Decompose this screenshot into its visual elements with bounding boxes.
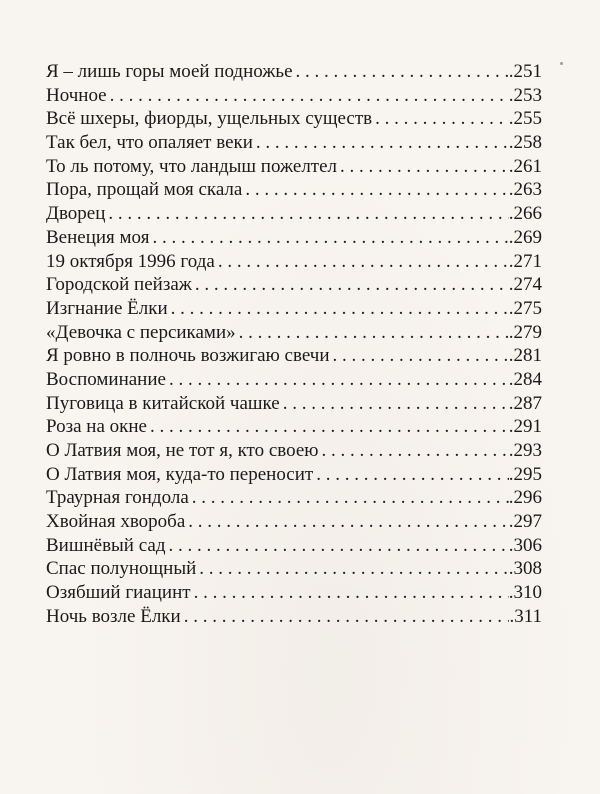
- toc-entry: [46, 226, 542, 250]
- toc-entry: [46, 534, 542, 558]
- dot-leader: [215, 250, 509, 274]
- dot-leader: [330, 344, 509, 368]
- toc-entry: [46, 250, 542, 274]
- toc-entry-page-number: .297: [508, 511, 542, 533]
- toc-entry-page-number: .255: [508, 108, 542, 130]
- toc-entry-title: Я – лишь горы моей подножье: [46, 61, 293, 82]
- toc-entry-page-number: .266: [508, 203, 542, 225]
- toc-entry-page-number: .295: [508, 463, 542, 485]
- dot-leader: [149, 226, 508, 250]
- dot-leader: [189, 486, 509, 510]
- toc-entry: [46, 131, 542, 155]
- dot-leader: [166, 534, 509, 558]
- toc-entry-page-number: .261: [508, 155, 542, 177]
- toc-entry-page-number: .293: [508, 440, 542, 461]
- toc-entry: [46, 321, 542, 345]
- dot-leader: [105, 202, 508, 226]
- dot-leader: [168, 297, 509, 321]
- toc-entry-page-number: .311: [509, 605, 542, 627]
- toc-entry: [46, 344, 542, 368]
- toc-entry-page-number: .253: [508, 84, 542, 106]
- dot-leader: [293, 60, 509, 84]
- toc-entry: [46, 605, 542, 629]
- toc-entry: [46, 486, 542, 510]
- toc-entry: [46, 84, 542, 108]
- toc-entry-title: Спас полунощный: [46, 558, 197, 580]
- toc-entry-title: 19 октября 1996 года: [46, 250, 215, 272]
- dot-leader: [147, 415, 509, 439]
- toc-entry-title: О Латвия моя, куда-то переносит: [46, 463, 314, 485]
- toc-entry-title: Воспоминание: [46, 368, 166, 390]
- toc-entry: [46, 107, 542, 131]
- toc-entry-title: Я ровно в полночь возжигаю свечи: [46, 345, 330, 367]
- toc-entry-page-number: .251: [508, 61, 542, 82]
- toc-entry-page-number: .306: [508, 534, 542, 556]
- toc-entry-title: «Девочка с персиками»: [46, 321, 236, 343]
- toc-entry: [46, 155, 542, 179]
- toc-entry-title: Изгнание Ёлки: [46, 297, 168, 319]
- toc-entry: [46, 392, 542, 416]
- dot-leader: [242, 178, 508, 202]
- toc-entry: [46, 273, 542, 297]
- toc-entry-title: Хвойная хвороба: [46, 511, 186, 533]
- toc-entry-page-number: .284: [508, 368, 542, 390]
- toc-entry-page-number: .269: [508, 226, 542, 248]
- toc-entry-page-number: .281: [508, 345, 542, 367]
- toc-entry-title: Озябший гиацинт: [46, 582, 191, 604]
- dot-leader: [185, 510, 508, 534]
- toc-entry-title: Вишнёвый сад: [46, 534, 166, 556]
- toc-entry: [46, 368, 542, 392]
- toc-entry-title: То ль потому, что ландыш пожелтел: [46, 155, 338, 177]
- toc-entry: [46, 60, 542, 84]
- table-of-contents: [46, 60, 542, 629]
- toc-entry-title: О Латвия моя, не тот я, кто своею: [46, 440, 319, 461]
- toc-entry-title: Венеция моя: [46, 226, 150, 248]
- toc-entry-title: Ночь возле Ёлки: [46, 605, 181, 627]
- dot-leader: [107, 84, 509, 108]
- dot-leader: [191, 581, 509, 605]
- toc-entry-page-number: .263: [508, 179, 542, 201]
- dot-leader: [372, 107, 509, 131]
- toc-entry-page-number: .271: [508, 250, 542, 272]
- toc-entry-page-number: .258: [508, 132, 542, 154]
- toc-entry-title: Роза на окне: [46, 416, 147, 438]
- toc-entry: [46, 202, 542, 226]
- toc-entry-page-number: .275: [508, 297, 542, 319]
- dot-leader: [236, 321, 509, 345]
- toc-entry-title: Ночное: [46, 84, 107, 106]
- toc-entry-title: Так бел, что опаляет веки: [46, 132, 253, 154]
- toc-entry-title: Городской пейзаж: [46, 274, 192, 296]
- toc-entry-page-number: .287: [508, 392, 542, 414]
- toc-entry-page-number: .291: [508, 416, 542, 438]
- dot-leader: [192, 273, 509, 297]
- toc-entry-page-number: .274: [508, 274, 542, 296]
- toc-entry: [46, 415, 542, 439]
- dot-leader: [253, 131, 509, 155]
- toc-entry-page-number: .279: [508, 321, 542, 343]
- toc-entry-title: Пора, прощай моя скала: [46, 179, 243, 201]
- dot-leader: [319, 439, 509, 463]
- dot-leader: [313, 463, 509, 487]
- toc-entry: [46, 297, 542, 321]
- toc-entry-title: Траурная гондола: [46, 487, 189, 509]
- toc-entry-page-number: .296: [508, 487, 542, 509]
- toc-entry-title: Пуговица в китайской чашке: [46, 392, 280, 414]
- toc-entry: [46, 463, 542, 487]
- toc-entry: [46, 581, 542, 605]
- dot-leader: [166, 368, 509, 392]
- toc-entry: [46, 439, 542, 463]
- toc-entry: [46, 178, 542, 202]
- dot-leader: [337, 155, 509, 179]
- paper-speck: [560, 62, 563, 65]
- dot-leader: [196, 557, 508, 581]
- toc-entry-page-number: .308: [508, 558, 542, 580]
- toc-entry-title: Всё шхеры, фиорды, ущельных существ: [46, 108, 373, 130]
- toc-entry: [46, 557, 542, 581]
- toc-entry-title: Дворец: [46, 203, 106, 225]
- toc-entry: [46, 510, 542, 534]
- dot-leader: [181, 605, 510, 629]
- dot-leader: [280, 392, 509, 416]
- toc-entry-page-number: .310: [508, 582, 542, 604]
